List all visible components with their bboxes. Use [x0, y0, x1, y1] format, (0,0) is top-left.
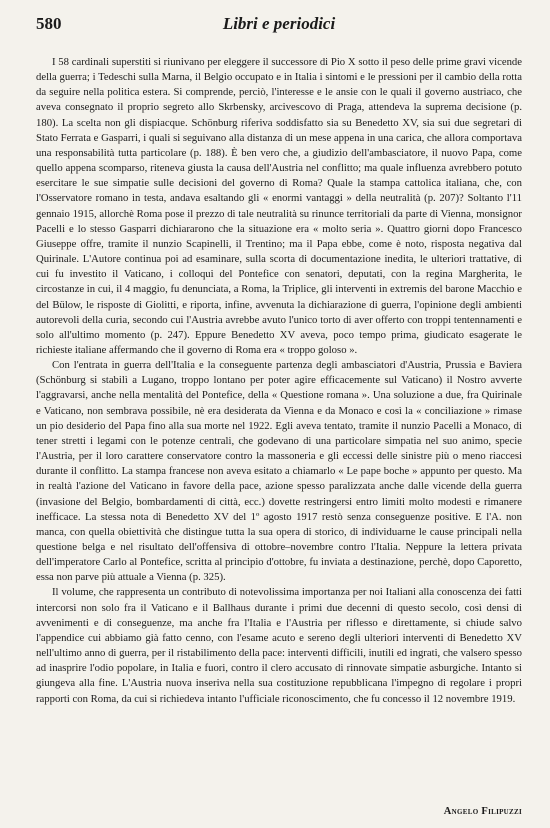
paragraph-2: Con l'entrata in guerra dell'Italia e la conseguente partenza degli ambasciatori d'Austria, Prussia e Baviera (Schönburg si stabilì a Lugano, troppo lontano per poter agire efficacemente sul Vaticano) il Nostro avverte l'aggravarsi, anche nella mentalità del Pontefice, della « Questione romana ». Una soluzione a due, fra Quirinale e Vaticano, non sembrava possibile, nè era desiderata da Vienna e da Monaco e così la « conciliazione » rimase un pio desiderio del Papa fino alla sua morte nel 1922. Egli aveva tentato, tramite il nunzio Pacelli a Monaco, di tener stretti i legami con le potenze centrali, che godevano di una particolare simpatia nel suo animo, specie l'Austria, per il loro carattere conservatore contro la massoneria e gli eccessi delle sinistre più o meno riaccesi durante il conflitto. La stampa francese non aveva esitato a chiamarlo « Le pape boche » appunto per questo. Ma in realtà l'azione del Vaticano in favore della pace, azione spesso paralizzata anche dalle vicende della guerra (invasione del Belgio, bombardamenti di città, ecc.) dovette restringersi entro limiti molto modesti e rimanere inefficace. La stessa nota di Benedetto XV del 1º agosto 1917 restò senza conseguenze positive. E l'A. non manca, con quella obiettività che distingue tutta la sua opera di storico, di individuarne le cause principali nella questione belga e nel risultato dell'offensiva di ottobre–novembre contro l'Italia. Neppure la lettera privata dell'imperatore Carlo al Pontefice, scritta al principio d'ottobre, fu inviata a destinazione, perchè, dopo Caporetto, essa non parve più attuale a Vienna (p. 325). — [36, 359, 522, 584]
paragraph-1: I 58 cardinali superstiti si riunivano per eleggere il successore di Pio X sotto il peso delle prime gravi vicende della guerra; i Tedeschi sulla Marna, il Belgio occupato e in Italia i sintomi e le pressioni per il cambio della rotta da seguire nella politica estera. Si comprende, perciò, l'interesse e le ansie con le quali il governo austriaco, che aveva consegnato il proprio segreto allo Skrbensky, arcivescovo di Praga, attendeva la suprema decisione (p. 180). La scelta non gli dispiacque. Schönburg riferiva soddisfatto sia su Benedetto XV, sia sui due segretari di Stato Ferrata e Gasparri, i quali si seguivano alla distanza di un mese appena in una carica, che allora comportava una responsabilità tutta particolare (p. 188). È ben vero che, a giudizio dell'ambasciatore, il nuovo Papa, come quello appena scomparso, riteneva giusta la causa dell'Austria nel conflitto; ma quale influenza avrebbero potuto esercitare le sue simpatie sulle decisioni del governo di Roma? Quale la stampa cattolica italiana, che, con l'Osservatore romano in testa, andava esaltando gli « enormi vantaggi » della neutralità (p. 207)? Soltanto l'11 gennaio 1915, allorchè Roma pose il prezzo di tale neutralità su rinunce territoriali da parte di Vienna, monsignor Pacelli e lo stesso Gasparri dichiararono che la situazione era « molto seria ». Quattro giorni dopo Francesco Giuseppe offre, tramite il nunzio Scapinelli, il Trentino; ma il Papa ebbe, come è noto, risposta negativa dal Quirinale. L'Autore continua poi ad esaminare, sulla scorta di documentazione inedita, le ulteriori trattative, di cui fu investito il Vaticano, i colloqui del Pontefice con senatori, deputati, con la regina Margherita, le circostanze in cui, il 4 maggio, fu denunciata, a Roma, la Triplice, gli interventi in extremis del barone Macchio e del Bülow, le risposte di Giolitti, e riporta, infine, avvenuta la dichiarazione di guerra, l'opinione degli ambienti autorevoli della curia, secondo cui l'Austria avrebbe avuto l'unico torto di aver offerto con troppi tentennamenti e solo all'ultimo momento (p. 247). Eppure Benedetto XV aveva, poco tempo prima, giudicato esagerate le richieste italiane affermando che il governo di Roma era « troppo goloso ». — [36, 56, 522, 356]
page-number: 580 — [36, 14, 62, 33]
paragraph-3: Il volume, che rappresenta un contributo di notevolissima importanza per noi Italiani alla conoscenza dei fatti intercorsi non solo fra il Vaticano e il Ballhaus durante i primi due decenni di questo secolo, così densi di avvenimenti e di conseguenze, ma anche fra l'Italia e l'Austria per riflesso e direttamente, si chiude salvo l'appendice cui abbiamo già fatto cenno, con l'esame acuto e sereno degli ulteriori interventi di Benedetto XV nell'ultimo anno di guerra, per il ristabilimento della pace: interventi difficili, inutili ed ingrati, che valsero spesso ad inasprire l'odio popolare, in Italia e fuori, contro il clero accusato di rinnovate simpatie asburgiche. Intanto si giungeva alla fine. L'Austria nuova inseriva nella sua costituzione repubblicana l'impegno di regolare i propri rapporti con Roma, da cui si richiedeva intanto l'ufficiale riconoscimento, che fu concesso il 12 novembre 1919. — [36, 586, 522, 705]
article-body — [36, 55, 522, 707]
author-signature: Angelo Filipuzzi — [443, 806, 522, 817]
running-title: Libri e periodici — [222, 14, 336, 33]
page-header — [36, 14, 522, 36]
